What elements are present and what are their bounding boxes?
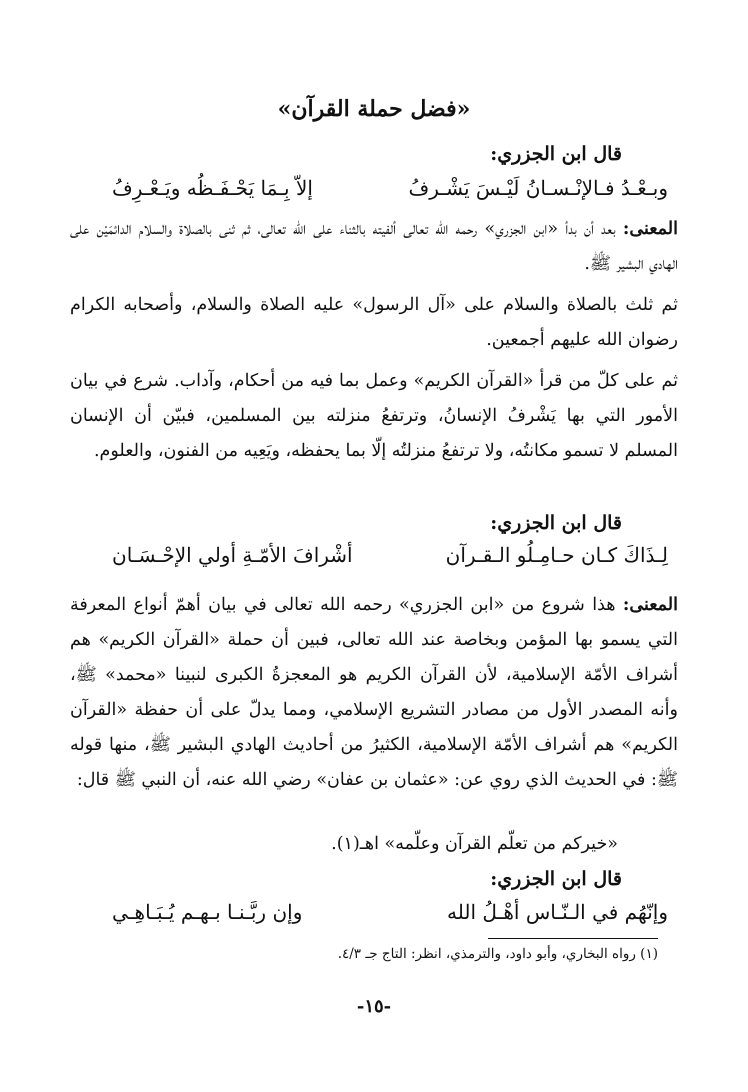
page-number: -١٥- xyxy=(356,996,392,1017)
verse-3-second-hemistich: وإن ربَّـنـا بـهـم يُـبَـاهِـي xyxy=(112,900,303,924)
heading-ibn-jazari-2: قال ابن الجزري: xyxy=(490,512,622,534)
verse-1 xyxy=(112,176,668,200)
meaning-label: المعنى: xyxy=(622,595,678,615)
footnote-divider xyxy=(488,938,658,939)
verse-2-first-hemistich: لِـذَاكَ كـان حـامِـلُو الـقـرآن xyxy=(445,543,668,567)
paragraph-meaning-2 xyxy=(70,588,678,798)
heading-ibn-jazari-3: قال ابن الجزري: xyxy=(490,868,622,890)
verse-1-second-hemistich: إلاّ بِـمَا يَحْـفَـظُه ويَـعْـرِفُ xyxy=(112,176,313,200)
heading-ibn-jazari-1: قال ابن الجزري: xyxy=(490,143,622,165)
verse-2-second-hemistich: أشْرافَ الأمّـةِ أولي الإحْـسَـان xyxy=(112,543,353,567)
footnote: (١) رواه البخاري، وأبو داود، والترمذي، انظر: التاج جـ ٤/٣. xyxy=(337,946,658,962)
page-title: «فضل حملة القرآن» xyxy=(277,96,471,122)
verse-2 xyxy=(112,543,668,567)
paragraph-meaning-1 xyxy=(70,212,678,282)
verse-3 xyxy=(112,900,668,924)
verse-3-first-hemistich: وإنّهُم في الـنّـاس أهْـلُ الله xyxy=(447,900,668,924)
meaning-label: المعنى: xyxy=(622,219,678,239)
meaning-text: هذا شروع من «ابن الجزري» رحمه الله تعالى في بيان أهمّ أنواع المعرفة التي يسمو بها المؤمن وبخاصة عند الله تعالى، فبين أن حملة «القرآن الكريم» هم أشراف الأمّة الإسلامية، لأن القرآن الكريم هو المعجزةُ الكبرى لنبينا «محمد» ﷺ، وأنه المصدر الأول من مصادر التشريع الإسلامي، ومما يدلّ على أن حفظة «القرآن الكريم» هم أشراف الأمّة الإسلامية، الكثيرُ من أحاديث الهادي البشير ﷺ، منها قوله ﷺ: في الحديث الذي روي عن: «عثمان بن عفان» رضي الله عنه، أن النبي ﷺ قال: xyxy=(70,595,678,790)
paragraph-2: ثم ثلث بالصلاة والسلام على «آل الرسول» عليه الصلاة والسلام، وأصحابه الكرام رضوان الله عليهم أجمعين. xyxy=(70,295,678,350)
meaning-text: بعد أن بدأ «ابن الجزري» رحمه الله تعالى ألفيته بالثناء على الله تعالى، ثم ثنى بالصلاة والسلام الدائمَيْن على الهادي البشير ﷺ. xyxy=(70,219,678,274)
paragraph-3: ثم على كلّ من قرأ «القرآن الكريم» وعمل بما فيه من أحكام، وآداب. شرع في بيان الأمور التي بها يَشْرفُ الإنسانُ، وترتفعُ منزلته بين المسلمين، فبيّن أن الإنسان المسلم لا تسمو مكانتُه، ولا ترتفعُ منزلتُه إلّا بما يحفظه، ويَعِيه من الفنون، والعلوم. xyxy=(70,371,678,461)
verse-1-first-hemistich: وبـعْـدُ فـالإنْـسـانُ لَيْـسَ يَشْـرفُ xyxy=(408,176,668,200)
hadith-quote: «خيركم من تعلّم القرآن وعلّمه» اهـ(١). xyxy=(331,834,618,854)
